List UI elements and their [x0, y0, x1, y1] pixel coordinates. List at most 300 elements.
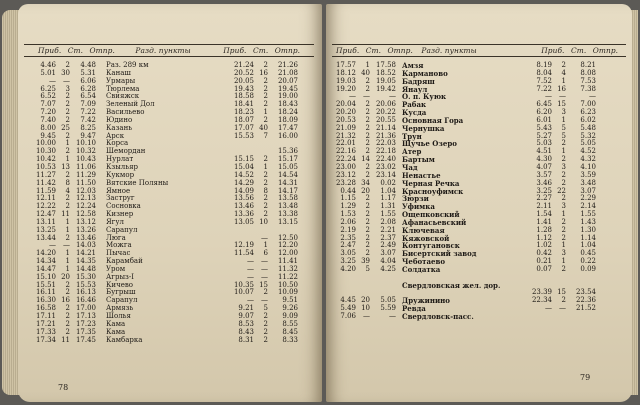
cell-dep-up: 12.20 — [277, 241, 298, 250]
cell-stop-up: 1 — [263, 162, 268, 171]
cell-stop-up: 3 — [561, 202, 566, 211]
cell-stop-up: 2 — [561, 178, 566, 187]
cell-station: Дружинино — [402, 296, 450, 306]
cell-stop-up: 2 — [561, 233, 566, 242]
cell-arr-down: 0.44 — [340, 186, 356, 195]
cell-stop-down: 1 — [65, 264, 70, 273]
cell-stop-down: 1 — [365, 61, 370, 69]
cell-dep-up: 2.14 — [580, 202, 596, 211]
cell-arr-down: 5.49 — [340, 304, 356, 313]
cell-stop-up: 1 — [561, 241, 566, 250]
cell-dep-up: 1.55 — [580, 210, 596, 219]
cell-stop-up: 15 — [259, 280, 268, 289]
cell-arr-up: 1.02 — [536, 241, 552, 250]
cell-station: Афанасьевский — [402, 217, 467, 227]
cell-stop-up: 8 — [263, 186, 268, 195]
cell-dep-up: 21.08 — [277, 68, 298, 77]
cell-arr-up: 9.21 — [238, 304, 254, 313]
cell-stop-down: — — [63, 76, 70, 85]
cell-station: Бадряш — [402, 76, 435, 86]
cell-arr-up: 8.19 — [536, 61, 552, 69]
cell-arr-up: 2.11 — [536, 202, 552, 211]
cell-dep-down: 16.13 — [75, 288, 96, 297]
cell-arr-up: 6.20 — [536, 108, 552, 117]
cell-dep-up: 18.24 — [277, 108, 298, 117]
cell-station: Ямное — [106, 186, 131, 195]
cell-stop-up: 5 — [263, 304, 268, 313]
cell-stop-up: 2 — [263, 170, 268, 179]
cell-dep-down: 2.08 — [380, 217, 396, 226]
right-page-header — [332, 44, 626, 57]
cell-arr-up: 3.46 — [536, 178, 552, 187]
cell-dep-up: 3.07 — [580, 186, 596, 195]
cell-arr-down: 19.03 — [335, 76, 356, 85]
cell-stop-up: 2 — [263, 319, 268, 328]
cell-station: Ключевая — [402, 225, 445, 235]
cell-dep-up: 8.55 — [282, 319, 298, 328]
cell-station: Атер — [402, 147, 422, 157]
cell-station: Свияжск — [106, 92, 140, 101]
cell-station: Уром — [106, 264, 126, 273]
cell-dep-down: 12.58 — [75, 210, 96, 219]
cell-stop-down: 2 — [65, 312, 70, 320]
cell-dep-up: 1.04 — [580, 241, 596, 250]
cell-dep-up: 5.32 — [580, 131, 596, 140]
cell-arr-down: 14.20 — [35, 249, 56, 258]
cell-dep-up: 4.52 — [580, 147, 596, 156]
cell-station: Можга — [106, 241, 132, 250]
left-page-header — [24, 44, 314, 57]
cell-stop-up: 2 — [263, 335, 268, 344]
cell-dep-down: 4.04 — [380, 257, 396, 266]
cell-stop-up: 2 — [263, 92, 268, 101]
cell-arr-up: 15.04 — [233, 162, 254, 171]
cell-arr-up: 9.07 — [238, 312, 254, 320]
cell-arr-down: 11.42 — [35, 178, 56, 187]
cell-station: Чад — [402, 162, 418, 172]
cell-dep-down: 13.12 — [75, 217, 96, 226]
cell-station: Заструг — [106, 194, 135, 203]
cell-stop-down: 2 — [65, 170, 70, 179]
cell-dep-down: 5.31 — [80, 68, 96, 77]
cell-stop-down: 1 — [65, 155, 70, 164]
cell-stop-up: 5 — [561, 131, 566, 140]
cell-stop-up: 1 — [561, 76, 566, 85]
cell-station: Тюрлема — [106, 84, 140, 93]
cell-arr-down: 10.30 — [35, 147, 56, 156]
cell-dep-up: 6.23 — [580, 108, 596, 117]
cell-station: Шолья — [106, 312, 131, 320]
cell-dep-up: 8.33 — [282, 335, 298, 344]
cell-station: Основная Гора — [402, 115, 464, 125]
cell-arr-up: 5.43 — [536, 123, 552, 132]
cell-dep-up: 13.48 — [277, 202, 298, 211]
cell-stop-down: 2 — [65, 115, 70, 124]
cell-dep-down: 14.48 — [75, 264, 96, 273]
cell-station: Рабак — [402, 100, 427, 110]
cell-dep-down: 11.50 — [75, 178, 96, 187]
cell-stop-down: 39 — [361, 257, 370, 266]
cell-station: Корса — [106, 139, 129, 148]
cell-stop-down: 2 — [365, 170, 370, 179]
cell-stop-up: 2 — [263, 76, 268, 85]
cell-station: Чернушка — [402, 123, 445, 133]
cell-arr-up: 10.35 — [233, 280, 254, 289]
cell-arr-up: 8.43 — [238, 327, 254, 336]
cell-dep-down: 1.17 — [380, 194, 396, 203]
cell-stop-up: 2 — [561, 194, 566, 203]
cell-station: Сарапул — [106, 296, 138, 305]
cell-stop-down: 2 — [65, 147, 70, 156]
cell-arr-up: 14.09 — [233, 186, 254, 195]
cell-dep-down: 20.06 — [375, 100, 396, 109]
cell-arr-down: 17.11 — [35, 312, 56, 320]
cell-stop-down: 2 — [65, 92, 70, 101]
cell-dep-up: 21.26 — [277, 61, 298, 69]
cell-arr-down: — — [49, 76, 56, 85]
cell-stop-down: 1 — [65, 249, 70, 258]
cell-station: Васильево — [106, 108, 145, 117]
hdr-points: Разд. пункты — [421, 46, 477, 55]
cell-arr-up: 7.52 — [536, 76, 552, 85]
cell-stop-up: 2 — [263, 178, 268, 187]
cell-dep-down: 10.10 — [75, 139, 96, 148]
cell-stop-up: — — [261, 233, 268, 242]
cell-station: Кзыльяр — [106, 162, 138, 171]
cell-stop-up: 6 — [263, 249, 268, 258]
cell-arr-down: 7.07 — [40, 100, 56, 109]
cell-arr-down: 3.05 — [340, 249, 356, 258]
cell-dep-up: 10.09 — [277, 288, 298, 297]
cell-dep-down: 2.37 — [380, 233, 396, 242]
cell-dep-down: 1.55 — [380, 210, 396, 219]
cell-dep-up: 15.17 — [277, 155, 298, 164]
cell-stop-down: 2 — [65, 61, 70, 69]
cell-stop-up: 3 — [561, 162, 566, 171]
cell-dep-down: 17.23 — [75, 319, 96, 328]
cell-dep-down: 7.22 — [80, 108, 96, 117]
cell-stop-down: 1 — [65, 257, 70, 266]
cell-station: Кама — [106, 319, 126, 328]
cell-dep-down: 11.06 — [75, 162, 96, 171]
cell-dep-down: 4.48 — [80, 61, 96, 69]
cell-stop-up: 1 — [561, 257, 566, 266]
cell-dep-up: 18.09 — [277, 115, 298, 124]
hdr-arr-b: Приб. — [541, 46, 565, 55]
cell-station: Ненастье — [402, 170, 441, 180]
cell-stop-down: 2 — [65, 233, 70, 242]
cell-dep-down: 13.46 — [75, 233, 96, 242]
cell-dep-up: 1.14 — [580, 233, 596, 242]
cell-stop-up: 2 — [263, 202, 268, 211]
hdr-st-a: Ст. — [365, 46, 382, 55]
cell-dep-up: 18.43 — [277, 100, 298, 109]
cell-stop-down: 2 — [65, 100, 70, 109]
cell-dep-up: 0.22 — [580, 257, 596, 266]
cell-dep-up: 8.21 — [580, 61, 596, 69]
cell-dep-down: 22.40 — [375, 155, 396, 164]
cell-stop-up: 2 — [263, 100, 268, 109]
cell-dep-up: 7.38 — [580, 84, 596, 93]
cell-arr-down: 9.45 — [40, 131, 56, 140]
cell-arr-down: 13.11 — [35, 217, 56, 226]
cell-dep-down: 15.53 — [75, 280, 96, 289]
cell-stop-up: 16 — [557, 84, 566, 93]
right-page-number: 79 — [580, 373, 591, 382]
cell-dep-down: 17.13 — [75, 312, 96, 320]
cell-stop-up: 1 — [561, 147, 566, 156]
cell-stop-down: 14 — [361, 155, 370, 164]
cell-stop-up: 2 — [561, 264, 566, 273]
cell-arr-up: 14.29 — [233, 178, 254, 187]
cell-stop-down: 2 — [65, 327, 70, 336]
cell-arr-down: 4.46 — [40, 61, 56, 69]
hdr-dep-b: Отпр. — [592, 46, 619, 55]
cell-arr-up: 1.54 — [536, 210, 552, 219]
hdr-dep-a: Отпр. — [89, 46, 115, 55]
cell-stop-down: 11 — [61, 210, 70, 219]
cell-dep-down: 14.03 — [75, 241, 96, 250]
cell-arr-up: 13.56 — [233, 194, 254, 203]
cell-stop-up: — — [261, 296, 268, 305]
cell-stop-down: 3 — [65, 84, 70, 93]
cell-arr-up: 15.53 — [233, 131, 254, 140]
cell-arr-down: 17.21 — [35, 319, 56, 328]
cell-stop-down: 2 — [65, 280, 70, 289]
cell-dep-down: 14.35 — [75, 257, 96, 266]
cell-arr-up: 19.43 — [233, 84, 254, 93]
cell-station: Кизнер — [106, 210, 134, 219]
cell-stop-up: 2 — [263, 210, 268, 219]
cell-dep-up: 2.29 — [580, 194, 596, 203]
cell-arr-up: 18.23 — [233, 108, 254, 117]
cell-arr-up: 4.51 — [536, 147, 552, 156]
cell-arr-up: 12.19 — [233, 241, 254, 250]
cell-station: Вятские Поляны — [106, 178, 169, 187]
cell-arr-down: 5.01 — [40, 68, 56, 77]
cell-station: Казань — [106, 123, 133, 132]
cell-station: Зюрзи — [402, 194, 429, 204]
cell-stop-up: — — [261, 272, 268, 281]
cell-dep-down: 23.02 — [375, 162, 396, 171]
cell-stop-up: 2 — [561, 217, 566, 226]
cell-arr-up: 3.57 — [536, 170, 552, 179]
cell-stop-up: 2 — [263, 194, 268, 203]
cell-stop-up: 2 — [263, 61, 268, 69]
cell-arr-up: 1.41 — [536, 217, 552, 226]
cell-stop-down: 1 — [65, 225, 70, 234]
cell-station: Контугановск — [402, 241, 460, 251]
cell-stop-down: 2 — [365, 115, 370, 124]
cell-arr-up: 5.27 — [536, 131, 552, 140]
cell-dep-down: 21.36 — [375, 131, 396, 140]
cell-dep-up: 14.54 — [277, 170, 298, 179]
cell-stop-up: 40 — [259, 123, 268, 132]
cell-stop-down: 2 — [365, 76, 370, 85]
cell-dep-down: 1.04 — [380, 186, 396, 195]
cell-stop-up: 3 — [561, 108, 566, 117]
cell-arr-up: 4.30 — [536, 155, 552, 164]
cell-stop-down: 11 — [61, 335, 70, 344]
cell-stop-down: 2 — [65, 131, 70, 140]
cell-arr-up: 7.22 — [536, 84, 552, 93]
cell-dep-up: 14.17 — [277, 186, 298, 195]
cell-station: Юдино — [106, 115, 133, 124]
cell-stop-down: 2 — [365, 202, 370, 211]
cell-stop-up: 1 — [561, 115, 566, 124]
hdr-st-b: Ст. — [570, 46, 587, 55]
cell-dep-up: 13.38 — [277, 210, 298, 219]
cell-dep-down: — — [389, 92, 396, 101]
cell-dep-up: 13.15 — [277, 217, 298, 226]
cell-stop-down: 20 — [361, 296, 370, 305]
cell-arr-up: — — [247, 272, 254, 281]
cell-stop-up: — — [559, 304, 566, 313]
cell-arr-down: 6.25 — [40, 84, 56, 93]
cell-arr-down: 23.28 — [335, 178, 356, 187]
cell-stop-down: — — [363, 92, 370, 101]
cell-arr-down: 16.11 — [35, 288, 56, 297]
cell-dep-down: 11.29 — [75, 170, 96, 179]
cell-dep-up: 14.31 — [277, 178, 298, 187]
cell-station: Ревда — [402, 304, 426, 314]
hdr-st-a: Ст. — [67, 46, 84, 55]
cell-stop-up: — — [559, 92, 566, 101]
cell-arr-down: 13.44 — [35, 233, 56, 242]
cell-dep-up: 22.36 — [575, 296, 596, 305]
cell-station: Агрыз-I — [106, 272, 134, 281]
cell-stop-up: 1 — [263, 108, 268, 117]
cell-dep-up: 16.00 — [277, 131, 298, 140]
cell-stop-up: 1 — [263, 241, 268, 250]
cell-arr-up: — — [545, 92, 552, 101]
cell-stop-up: 2 — [561, 155, 566, 164]
cell-arr-down: 11.59 — [35, 186, 56, 195]
cell-dep-down: 17.00 — [75, 304, 96, 313]
cell-dep-up: 3.59 — [580, 170, 596, 179]
cell-stop-up: 15 — [557, 288, 566, 297]
cell-dep-down: 10.32 — [75, 147, 96, 156]
cell-stop-down: 2 — [65, 108, 70, 117]
cell-dep-up: 19.00 — [277, 92, 298, 101]
cell-dep-up: 9.09 — [282, 312, 298, 320]
cell-dep-down: 7.09 — [80, 100, 96, 109]
cell-station: Солдатка — [402, 264, 441, 274]
cell-station: Пычас — [106, 249, 131, 258]
cell-arr-down: 15.10 — [35, 272, 56, 281]
cell-stop-down: 34 — [361, 178, 370, 187]
cell-station: Сосновка — [106, 202, 141, 211]
cell-stop-down: 2 — [365, 108, 370, 117]
cell-station: Нурлат — [106, 155, 134, 164]
cell-stop-up: 10 — [259, 217, 268, 226]
cell-stop-up: 2 — [263, 327, 268, 336]
cell-stop-up: 2 — [263, 115, 268, 124]
cell-stop-up: 3 — [561, 249, 566, 258]
cell-arr-down: 15.51 — [35, 280, 56, 289]
cell-station: Янаул — [402, 84, 428, 94]
cell-station: Кусда — [402, 108, 427, 118]
cell-arr-up: 2.27 — [536, 194, 552, 203]
cell-dep-down: 3.07 — [380, 249, 396, 258]
cell-arr-up: 21.24 — [233, 61, 254, 69]
cell-stop-down: 2 — [65, 304, 70, 313]
cell-stop-down: 5 — [365, 264, 370, 273]
cell-arr-up: — — [247, 264, 254, 273]
cell-dep-down: 5.05 — [380, 296, 396, 305]
cell-arr-down: 1.53 — [340, 210, 356, 219]
cell-dep-down: 17.35 — [75, 327, 96, 336]
cell-station: Карамбай — [106, 257, 143, 266]
cell-stop-down: — — [363, 312, 370, 320]
cell-dep-down: 14.21 — [75, 249, 96, 258]
cell-arr-down: 20.04 — [335, 100, 356, 109]
cell-arr-up: 3.25 — [536, 186, 552, 195]
cell-station: Армязь — [106, 304, 134, 313]
cell-arr-up: 11.54 — [233, 249, 254, 258]
cell-dep-down: 9.47 — [80, 131, 96, 140]
cell-station: Бартым — [402, 155, 435, 165]
cell-dep-up: 19.45 — [277, 84, 298, 93]
cell-stop-down: 2 — [65, 202, 70, 211]
cell-station: Карманово — [402, 68, 448, 78]
cell-dep-down: 18.52 — [375, 68, 396, 77]
cell-dep-down: 4.25 — [380, 264, 396, 273]
cell-arr-up: 13.05 — [233, 217, 254, 226]
cell-station: Урмары — [106, 76, 136, 85]
cell-arr-down: 17.33 — [35, 327, 56, 336]
cell-stop-down: — — [63, 241, 70, 250]
cell-arr-down: 2.35 — [340, 233, 356, 242]
cell-stop-down: 2 — [365, 210, 370, 219]
cell-station: Люга — [106, 233, 126, 242]
cell-arr-down: 7.20 — [40, 108, 56, 117]
cell-arr-up: 20.52 — [233, 68, 254, 77]
cell-arr-up: 23.39 — [531, 288, 552, 297]
cell-station: Канаш — [106, 68, 131, 77]
cell-stop-down: 10 — [361, 304, 370, 313]
cell-arr-down: 18.12 — [335, 68, 356, 77]
cell-stop-down: 2 — [365, 147, 370, 156]
cell-stop-up: 2 — [561, 139, 566, 148]
cell-stop-down: 4 — [65, 186, 70, 195]
cell-stop-up: 2 — [561, 170, 566, 179]
cell-arr-up: 0.21 — [536, 257, 552, 266]
cell-arr-up: 1.28 — [536, 225, 552, 234]
cell-dep-up: 6.02 — [580, 115, 596, 124]
cell-stop-down: 2 — [365, 194, 370, 203]
cell-dep-up: 15.05 — [277, 162, 298, 171]
cell-arr-up: 15.15 — [233, 155, 254, 164]
cell-arr-up: 0.07 — [536, 264, 552, 273]
cell-station: Ягул — [106, 217, 124, 226]
cell-station: Чеботаево — [402, 257, 446, 267]
cell-dep-up: — — [589, 92, 596, 101]
cell-dep-up: 0.09 — [580, 264, 596, 273]
cell-arr-down: 2.47 — [340, 241, 356, 250]
cell-arr-down: 12.11 — [35, 194, 56, 203]
cell-arr-up: 6.45 — [536, 100, 552, 109]
cell-dep-up: 3.48 — [580, 178, 596, 187]
cell-station: Кама — [106, 327, 126, 336]
cell-dep-up: 12.00 — [277, 249, 298, 258]
cell-stop-down: 2 — [365, 233, 370, 242]
cell-dep-down: 22.03 — [375, 139, 396, 148]
cell-dep-down: 2.49 — [380, 241, 396, 250]
cell-arr-down: 7.06 — [340, 312, 356, 320]
cell-dep-up: 5.48 — [580, 123, 596, 132]
cell-stop-down: 20 — [61, 272, 70, 281]
